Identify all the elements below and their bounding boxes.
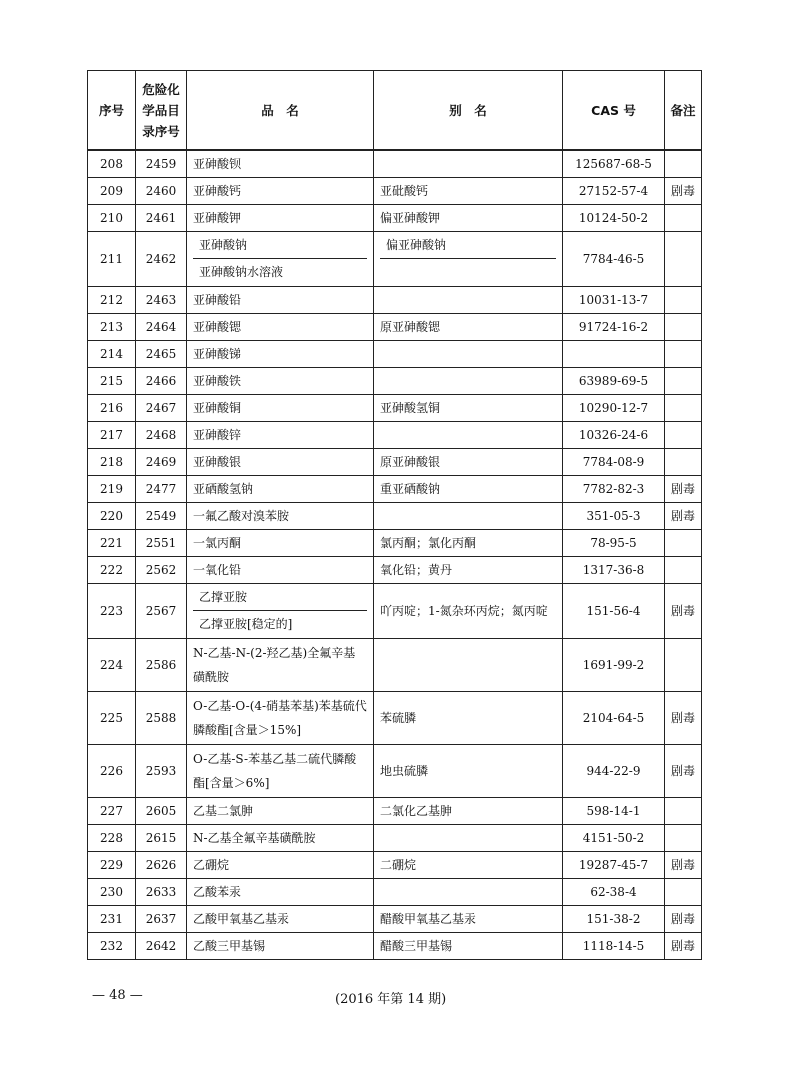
cell-cas: 1691-99-2: [563, 638, 665, 691]
cell-catalog: 2468: [136, 421, 187, 448]
table-row: [88, 367, 702, 394]
cell-name: 乙酸甲氧基乙基汞: [187, 905, 374, 932]
cell-catalog: 2549: [136, 502, 187, 529]
cell-alias: 原亚砷酸锶: [374, 313, 563, 340]
cell-seq: 232: [88, 932, 136, 959]
cell-alias: 醋酸甲氧基乙基汞: [374, 905, 563, 932]
cell-remark: [665, 556, 702, 583]
cell-seq: 212: [88, 286, 136, 313]
cell-cas: 91724-16-2: [563, 313, 665, 340]
table-row: [88, 529, 702, 556]
cell-catalog: 2605: [136, 797, 187, 824]
cell-cas: 10031-13-7: [563, 286, 665, 313]
cell-alias: [374, 502, 563, 529]
cell-seq: 220: [88, 502, 136, 529]
cell-name: 亚砷酸铅: [187, 286, 374, 313]
table-row: [88, 313, 702, 340]
cell-cas: 2104-64-5: [563, 691, 665, 744]
cell-remark: 剧毒: [665, 851, 702, 878]
table-row: [88, 421, 702, 448]
cell-alias: 地虫硫膦: [374, 744, 563, 797]
cell-alias: 氧化铅；黄丹: [374, 556, 563, 583]
cell-catalog: 2459: [136, 150, 187, 177]
cell-catalog: 2637: [136, 905, 187, 932]
cell-catalog: 2469: [136, 448, 187, 475]
table-row: [88, 448, 702, 475]
cell-seq: 216: [88, 394, 136, 421]
cell-alias: [374, 638, 563, 691]
cell-catalog: 2463: [136, 286, 187, 313]
cell-name: 亚砷酸钾: [187, 204, 374, 231]
cell-seq: 211: [88, 231, 136, 286]
table-row: [88, 905, 702, 932]
hazardous-chemicals-table: [87, 70, 702, 960]
cell-catalog: 2633: [136, 878, 187, 905]
cell-alias: [374, 150, 563, 177]
cell-remark: [665, 529, 702, 556]
cell-name: 亚砷酸钡: [187, 150, 374, 177]
cell-name: 亚硒酸氢钠: [187, 475, 374, 502]
cell-alias-split: [374, 231, 563, 286]
cell-alias: [374, 286, 563, 313]
cell-remark: [665, 824, 702, 851]
table-row: [88, 932, 702, 959]
table-row: [88, 150, 702, 177]
cell-remark: [665, 448, 702, 475]
cell-remark: [665, 797, 702, 824]
cell-name: 一氯丙酮: [187, 529, 374, 556]
cell-catalog: 2588: [136, 691, 187, 744]
cell-seq: 208: [88, 150, 136, 177]
cell-seq: 215: [88, 367, 136, 394]
cell-name: 亚砷酸钙: [187, 177, 374, 204]
cell-seq: 225: [88, 691, 136, 744]
cell-cas: 1317-36-8: [563, 556, 665, 583]
table-header-row: [88, 71, 702, 151]
cell-catalog: 2462: [136, 231, 187, 286]
table-row: [88, 475, 702, 502]
cell-alias: 重亚硒酸钠: [374, 475, 563, 502]
cell-alias: [374, 340, 563, 367]
cell-remark: [665, 638, 702, 691]
cell-seq: 231: [88, 905, 136, 932]
cell-alias: [374, 824, 563, 851]
cell-remark: 剧毒: [665, 744, 702, 797]
header-alias: 别 名: [374, 71, 563, 151]
cell-alias: 吖丙啶；1-氮杂环丙烷；氮丙啶: [374, 583, 563, 638]
cell-name-split: [187, 231, 374, 286]
cell-name-secondary: 乙撑亚胺[稳定的]: [199, 616, 293, 631]
cell-name: 乙酸三甲基锡: [187, 932, 374, 959]
cell-name: 亚砷酸锌: [187, 421, 374, 448]
header-cas: CAS 号: [563, 71, 665, 151]
table-row: [88, 638, 702, 691]
issue-label: (2016 年第 14 期): [335, 992, 447, 1007]
cell-name: N-乙基-N-(2-羟乙基)全氟辛基磺酰胺: [187, 638, 374, 691]
cell-catalog: 2615: [136, 824, 187, 851]
cell-alias: [374, 421, 563, 448]
cell-name: 乙酸苯汞: [187, 878, 374, 905]
cell-catalog: 2460: [136, 177, 187, 204]
cell-catalog: 2562: [136, 556, 187, 583]
cell-remark: 剧毒: [665, 502, 702, 529]
cell-seq: 223: [88, 583, 136, 638]
cell-alias: 亚砒酸钙: [374, 177, 563, 204]
cell-seq: 224: [88, 638, 136, 691]
cell-remark: [665, 367, 702, 394]
cell-cas: 7784-46-5: [563, 231, 665, 286]
cell-cas: 10326-24-6: [563, 421, 665, 448]
cell-catalog: 2593: [136, 744, 187, 797]
cell-catalog: 2477: [136, 475, 187, 502]
cell-catalog: 2626: [136, 851, 187, 878]
cell-name: 乙撑亚胺: [193, 584, 367, 611]
cell-cas: [563, 340, 665, 367]
cell-seq: 229: [88, 851, 136, 878]
table-row: [88, 744, 702, 797]
cell-alias: 偏亚砷酸钾: [374, 204, 563, 231]
cell-seq: 227: [88, 797, 136, 824]
cell-alias: 氯丙酮；氯化丙酮: [374, 529, 563, 556]
cell-alias: [374, 367, 563, 394]
cell-cas: 78-95-5: [563, 529, 665, 556]
cell-alias-secondary: [380, 259, 556, 286]
cell-cas: 4151-50-2: [563, 824, 665, 851]
cell-remark: [665, 150, 702, 177]
cell-remark: [665, 421, 702, 448]
cell-remark: [665, 286, 702, 313]
cell-remark: 剧毒: [665, 691, 702, 744]
cell-seq: 217: [88, 421, 136, 448]
cell-seq: 219: [88, 475, 136, 502]
cell-remark: [665, 204, 702, 231]
cell-seq: 210: [88, 204, 136, 231]
cell-remark: 剧毒: [665, 177, 702, 204]
cell-name: 一氟乙酸对溴苯胺: [187, 502, 374, 529]
cell-cas: 151-56-4: [563, 583, 665, 638]
cell-cas: 151-38-2: [563, 905, 665, 932]
cell-alias: 偏亚砷酸钠: [380, 232, 556, 259]
table-row: [88, 878, 702, 905]
cell-alias: 苯硫膦: [374, 691, 563, 744]
cell-name: 亚砷酸锑: [187, 340, 374, 367]
cell-catalog: 2461: [136, 204, 187, 231]
cell-name-secondary: 亚砷酸钠水溶液: [199, 264, 284, 279]
cell-seq: 221: [88, 529, 136, 556]
cell-remark: [665, 313, 702, 340]
cell-remark: [665, 878, 702, 905]
cell-seq: 214: [88, 340, 136, 367]
cell-alias: [374, 878, 563, 905]
table-row: [88, 691, 702, 744]
header-name: 品 名: [187, 71, 374, 151]
cell-catalog: 2567: [136, 583, 187, 638]
cell-name: 亚砷酸锶: [187, 313, 374, 340]
cell-cas: 1118-14-5: [563, 932, 665, 959]
table-row: [88, 286, 702, 313]
cell-remark: 剧毒: [665, 905, 702, 932]
cell-catalog: 2464: [136, 313, 187, 340]
cell-catalog: 2642: [136, 932, 187, 959]
cell-alias: 二硼烷: [374, 851, 563, 878]
cell-alias: 醋酸三甲基锡: [374, 932, 563, 959]
cell-name: 亚砷酸铜: [187, 394, 374, 421]
table-row-split: [88, 583, 702, 638]
cell-catalog: 2465: [136, 340, 187, 367]
cell-alias: 原亚砷酸银: [374, 448, 563, 475]
cell-seq: 230: [88, 878, 136, 905]
cell-name: O-乙基-O-(4-硝基苯基)苯基硫代膦酸酯[含量＞15%]: [187, 691, 374, 744]
cell-name: 乙基二氯胂: [187, 797, 374, 824]
table-row: [88, 851, 702, 878]
cell-remark: 剧毒: [665, 932, 702, 959]
cell-cas: 62-38-4: [563, 878, 665, 905]
cell-name: O-乙基-S-苯基乙基二硫代膦酸酯[含量＞6%]: [187, 744, 374, 797]
cell-remark: [665, 231, 702, 286]
cell-cas: 63989-69-5: [563, 367, 665, 394]
cell-alias: 二氯化乙基胂: [374, 797, 563, 824]
cell-remark: 剧毒: [665, 475, 702, 502]
table-row: [88, 340, 702, 367]
cell-seq: 228: [88, 824, 136, 851]
page-number: — 48 —: [92, 988, 143, 1003]
cell-seq: 222: [88, 556, 136, 583]
cell-cas: 7782-82-3: [563, 475, 665, 502]
table-row: [88, 502, 702, 529]
cell-cas: 7784-08-9: [563, 448, 665, 475]
cell-cas: 10124-50-2: [563, 204, 665, 231]
cell-remark: 剧毒: [665, 583, 702, 638]
cell-name-split: [187, 583, 374, 638]
cell-cas: 351-05-3: [563, 502, 665, 529]
table-row-split: [88, 231, 702, 286]
hazardous-chemicals-table-container: [87, 70, 701, 960]
cell-name: 乙硼烷: [187, 851, 374, 878]
cell-remark: [665, 394, 702, 421]
cell-name: 亚砷酸铁: [187, 367, 374, 394]
table-row: [88, 556, 702, 583]
table-row: [88, 824, 702, 851]
cell-seq: 209: [88, 177, 136, 204]
table-row: [88, 204, 702, 231]
cell-cas: 10290-12-7: [563, 394, 665, 421]
table-row: [88, 177, 702, 204]
cell-seq: 213: [88, 313, 136, 340]
cell-catalog: 2466: [136, 367, 187, 394]
header-seq: 序号: [88, 71, 136, 151]
cell-name: N-乙基全氟辛基磺酰胺: [187, 824, 374, 851]
cell-cas: 19287-45-7: [563, 851, 665, 878]
cell-cas: 27152-57-4: [563, 177, 665, 204]
cell-seq: 226: [88, 744, 136, 797]
header-remark: 备注: [665, 71, 702, 151]
table-row: [88, 394, 702, 421]
cell-catalog: 2586: [136, 638, 187, 691]
cell-name: 亚砷酸银: [187, 448, 374, 475]
cell-catalog: 2551: [136, 529, 187, 556]
cell-seq: 218: [88, 448, 136, 475]
header-catalog: 危险化学品目录序号: [136, 71, 187, 151]
cell-alias: 亚砷酸氢铜: [374, 394, 563, 421]
cell-cas: 598-14-1: [563, 797, 665, 824]
cell-remark: [665, 340, 702, 367]
cell-cas: 125687-68-5: [563, 150, 665, 177]
table-row: [88, 797, 702, 824]
cell-cas: 944-22-9: [563, 744, 665, 797]
page-footer: [0, 988, 787, 1008]
cell-name: 亚砷酸钠: [193, 232, 367, 259]
cell-catalog: 2467: [136, 394, 187, 421]
cell-name: 一氧化铅: [187, 556, 374, 583]
